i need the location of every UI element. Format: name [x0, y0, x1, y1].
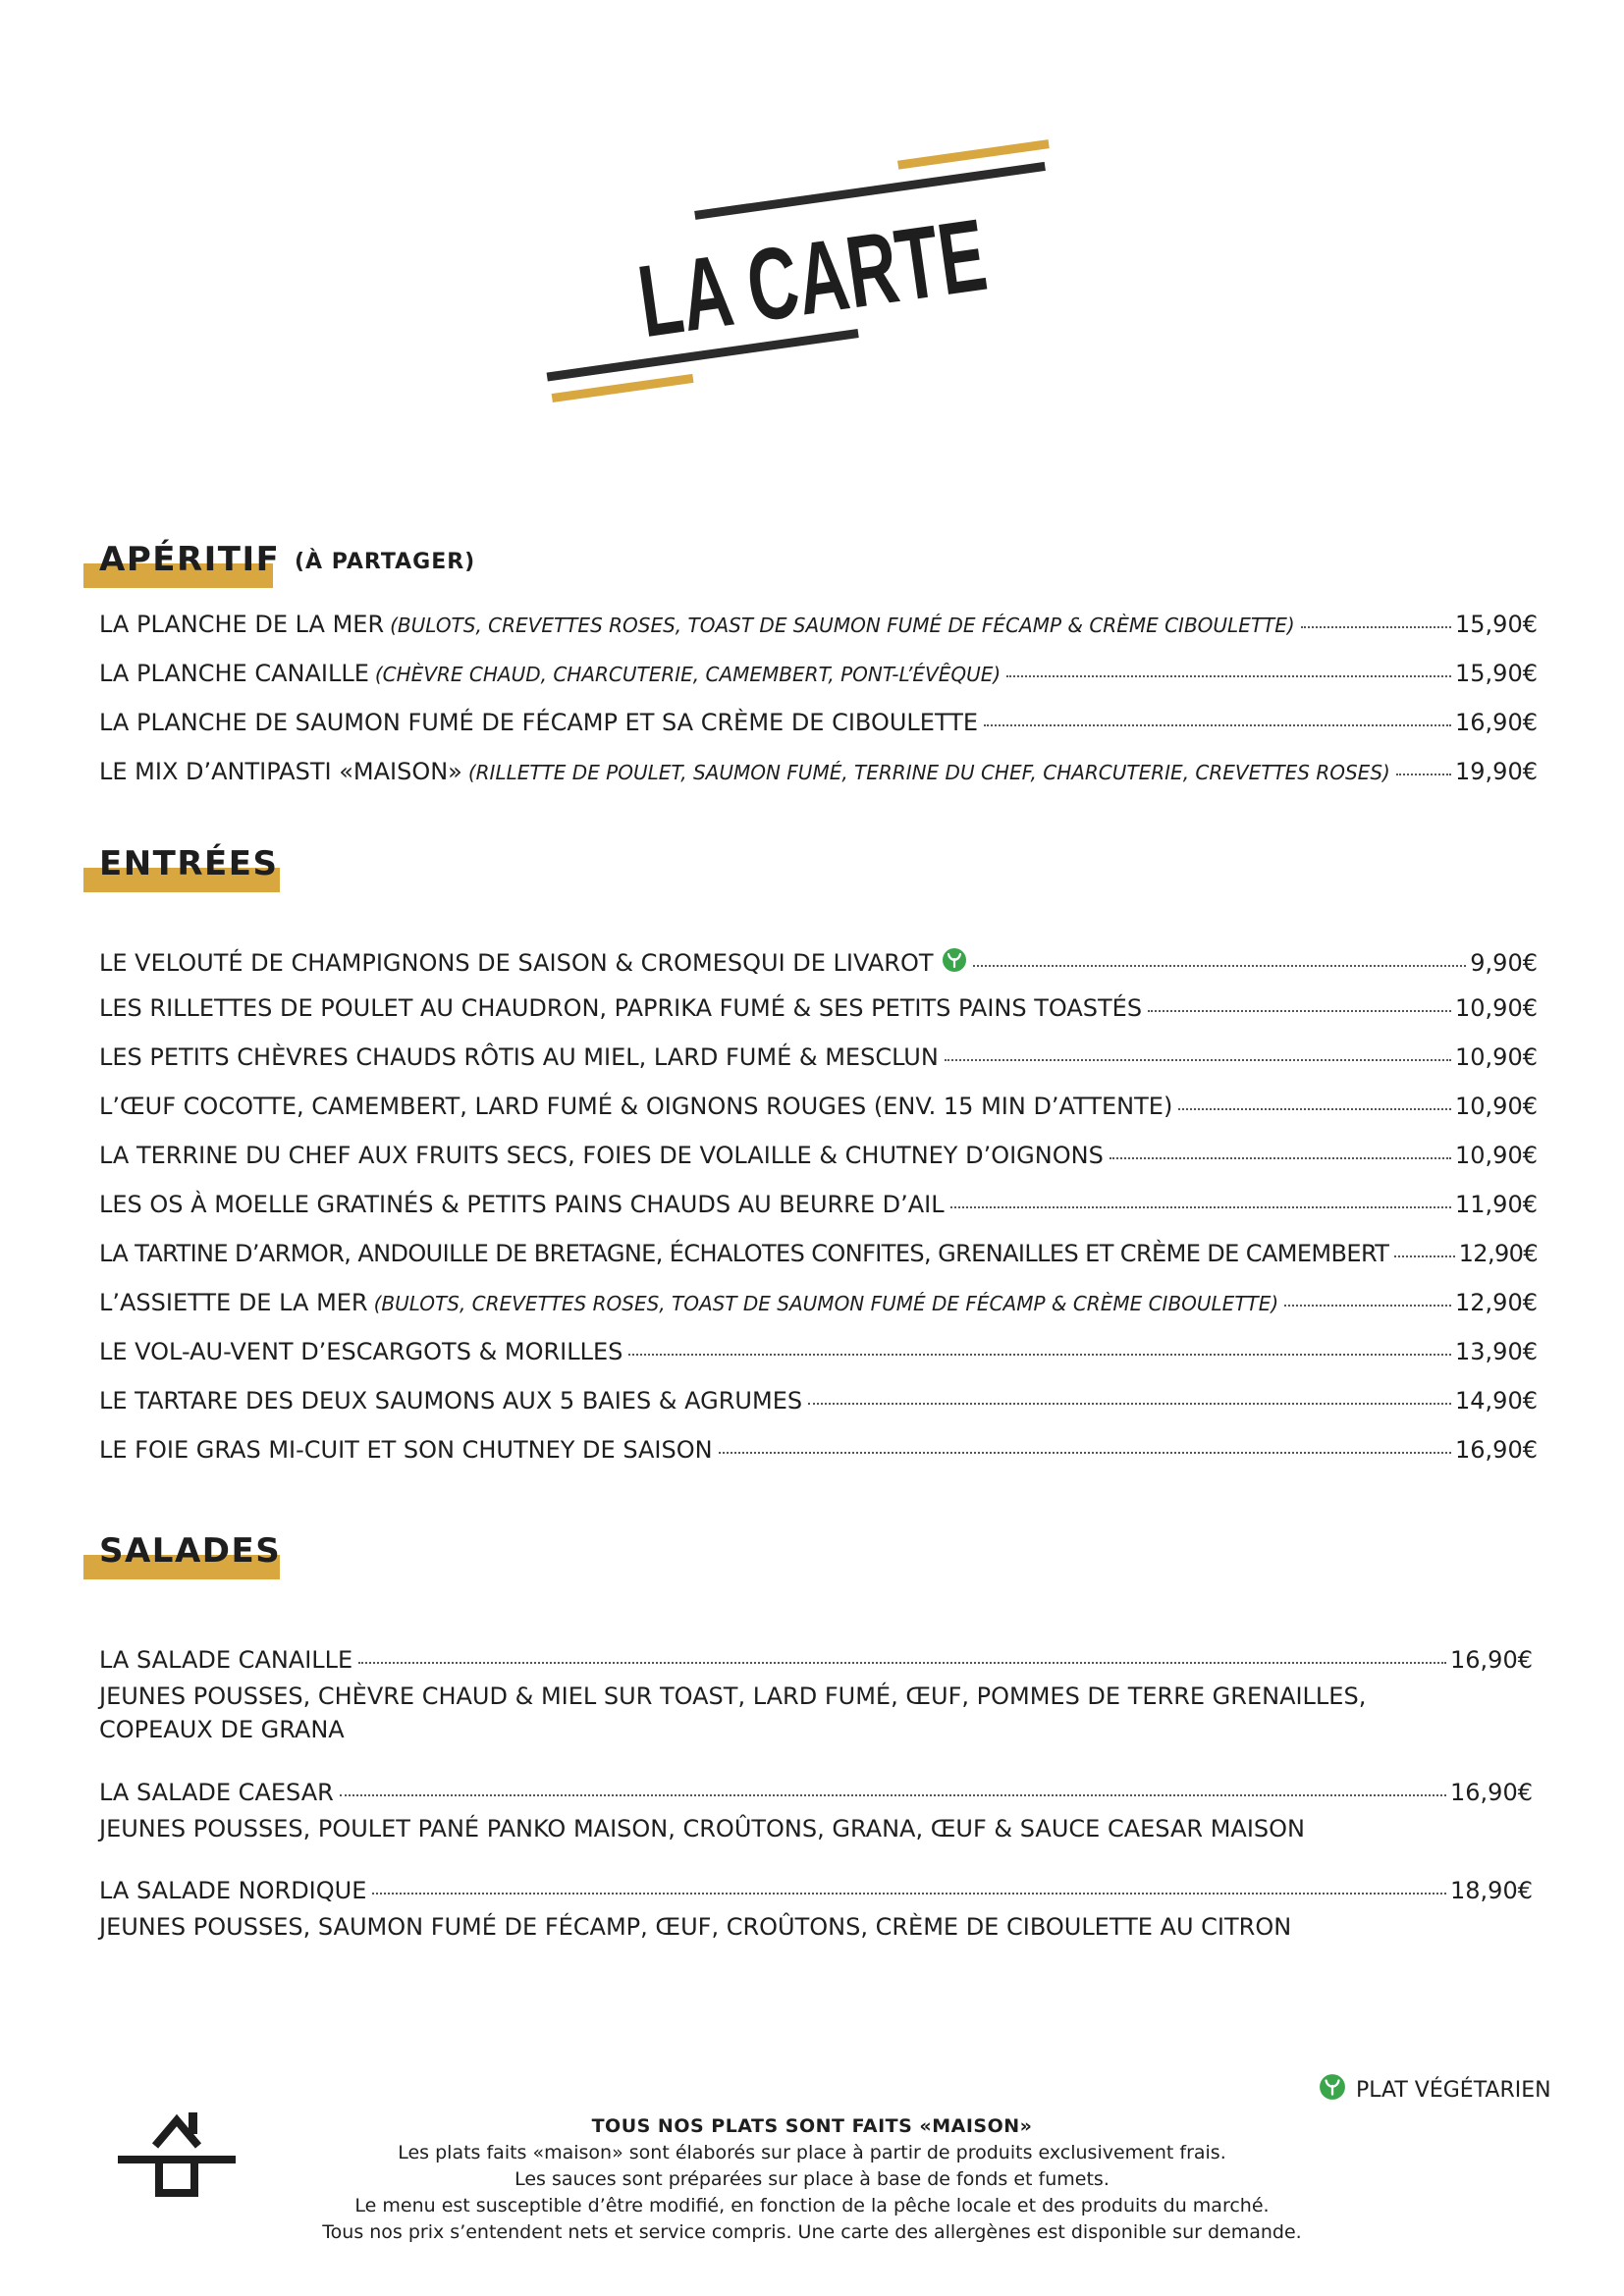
item-desc: (BULOTS, CREVETTES ROSES, TOAST DE SAUMON FUMÉ DE FÉCAMP & CRÈME CIBOULETTE)	[390, 614, 1295, 637]
section-title: ENTRÉES	[99, 844, 279, 883]
item-price: 12,90€	[1458, 1240, 1538, 1267]
item-price: 10,90€	[1455, 1142, 1538, 1169]
item-desc: (BULOTS, CREVETTES ROSES, TOAST DE SAUMON FUMÉ DE FÉCAMP & CRÈME CIBOULETTE)	[373, 1292, 1279, 1315]
footer-line: Les plats faits «maison» sont élaborés sur place à partir de produits exclusivement frais.	[398, 2142, 1226, 2163]
item-name: L’ASSIETTE DE LA MER	[99, 1289, 368, 1316]
item-name: LA SALADE NORDIQUE	[99, 1877, 367, 1904]
item-desc: JEUNES POUSSES, SAUMON FUMÉ DE FÉCAMP, ŒUF, CROÛTONS, CRÈME DE CIBOULETTE AU CITRON	[99, 1913, 1292, 1941]
section-title: APÉRITIF	[99, 540, 281, 579]
item-price: 11,90€	[1455, 1191, 1538, 1218]
dot-leader	[945, 1059, 1451, 1061]
menu-item	[99, 1191, 1538, 1224]
item-desc: (CHÈVRE CHAUD, CHARCUTERIE, CAMEMBERT, PONT-L’ÉVÊQUE)	[374, 663, 1001, 686]
title-dark-bar-top	[694, 162, 1046, 220]
item-name: LA PLANCHE DE SAUMON FUMÉ DE FÉCAMP ET SA CRÈME DE CIBOULETTE	[99, 709, 979, 736]
item-price: 16,90€	[1455, 1436, 1538, 1464]
item-price: 13,90€	[1455, 1338, 1538, 1365]
menu-item	[99, 1779, 1533, 1812]
dot-leader	[1148, 1010, 1451, 1012]
item-price: 10,90€	[1455, 994, 1538, 1022]
vegetarian-legend	[1319, 2073, 1551, 2107]
item-desc: (RILLETTE DE POULET, SAUMON FUMÉ, TERRINE DU CHEF, CHARCUTERIE, CREVETTES ROSES)	[467, 761, 1390, 784]
dot-leader	[950, 1206, 1451, 1208]
section-subtitle: (À PARTAGER)	[295, 550, 476, 574]
dot-leader	[340, 1794, 1446, 1796]
item-price: 9,90€	[1470, 949, 1538, 977]
dot-leader	[1394, 1255, 1454, 1257]
vegetarian-icon	[942, 947, 967, 979]
dot-leader	[808, 1403, 1451, 1405]
menu-item	[99, 1093, 1538, 1126]
item-name: LA SALADE CAESAR	[99, 1779, 334, 1806]
dot-leader	[1396, 774, 1451, 775]
footer-notes	[0, 2113, 1624, 2246]
dot-leader	[984, 724, 1451, 726]
menu-item	[99, 1142, 1538, 1175]
item-name: LA PLANCHE CANAILLE	[99, 660, 369, 687]
menu-item	[99, 945, 1538, 979]
item-price: 15,90€	[1455, 660, 1538, 687]
dot-leader	[372, 1893, 1446, 1895]
item-name: LA PLANCHE DE LA MER	[99, 611, 385, 638]
item-name: LE FOIE GRAS MI-CUIT ET SON CHUTNEY DE SAISON	[99, 1436, 713, 1464]
item-name: LES OS À MOELLE GRATINÉS & PETITS PAINS CHAUDS AU BEURRE D’AIL	[99, 1191, 945, 1218]
item-desc: JEUNES POUSSES, CHÈVRE CHAUD & MIEL SUR TOAST, LARD FUMÉ, ŒUF, POMMES DE TERRE GRENAILLES, COPEAUX DE GRANA	[99, 1682, 1367, 1743]
item-name: LES RILLETTES DE POULET AU CHAUDRON, PAPRIKA FUMÉ & SES PETITS PAINS TOASTÉS	[99, 994, 1143, 1022]
item-price: 19,90€	[1455, 758, 1538, 785]
menu-item	[99, 611, 1538, 644]
item-price: 16,90€	[1450, 1779, 1533, 1806]
item-name: LA TERRINE DU CHEF AUX FRUITS SECS, FOIES DE VOLAILLE & CHUTNEY D’OIGNONS	[99, 1142, 1104, 1169]
footer-heading: TOUS NOS PLATS SONT FAITS «MAISON»	[591, 2115, 1033, 2137]
dot-leader	[628, 1354, 1451, 1356]
vegetarian-icon	[1319, 2073, 1346, 2107]
menu-item	[99, 758, 1538, 791]
menu-item	[99, 1043, 1538, 1077]
item-name: LE VOL-AU-VENT D’ESCARGOTS & MORILLES	[99, 1338, 623, 1365]
menu-item	[99, 1338, 1538, 1371]
footer-line: Le menu est susceptible d’être modifié, en fonction de la pêche locale et des produits du marché.	[354, 2195, 1270, 2216]
dot-leader	[1178, 1108, 1451, 1110]
item-name: LE TARTARE DES DEUX SAUMONS AUX 5 BAIES & AGRUMES	[99, 1387, 803, 1415]
item-name: LA TARTINE D’ARMOR, ANDOUILLE DE BRETAGNE, ÉCHALOTES CONFITES, GRENAILLES ET CRÈME DE CAMEMBERT	[99, 1240, 1389, 1267]
item-price: 10,90€	[1455, 1093, 1538, 1120]
section-title: SALADES	[99, 1531, 282, 1571]
item-name: L’ŒUF COCOTTE, CAMEMBERT, LARD FUMÉ & OIGNONS ROUGES (ENV. 15 MIN D’ATTENTE)	[99, 1093, 1173, 1120]
footer-line: Tous nos prix s’entendent nets et service compris. Une carte des allergènes est disponible sur demande.	[322, 2221, 1302, 2243]
item-name: LE VELOUTÉ DE CHAMPIGNONS DE SAISON & CROMESQUI DE LIVAROT	[99, 949, 934, 977]
dot-leader	[1110, 1157, 1451, 1159]
dot-leader	[1301, 626, 1451, 628]
menu-item	[99, 1387, 1538, 1420]
title-block	[0, 0, 1624, 432]
footer-line: Les sauces sont préparées sur place à base de fonds et fumets.	[514, 2168, 1110, 2190]
dot-leader	[1284, 1305, 1451, 1307]
dot-leader	[719, 1452, 1451, 1454]
dot-leader	[973, 965, 1467, 967]
page-title: LA CARTE	[631, 175, 1156, 360]
title-gold-bar-bottom	[552, 374, 694, 402]
menu-item	[99, 1646, 1533, 1680]
item-desc: JEUNES POUSSES, POULET PANÉ PANKO MAISON, CROÛTONS, GRANA, ŒUF & SAUCE CAESAR MAISON	[99, 1815, 1305, 1842]
menu-item	[99, 709, 1538, 742]
item-price: 14,90€	[1455, 1387, 1538, 1415]
menu-item	[99, 1877, 1533, 1910]
dot-leader	[1006, 675, 1451, 677]
menu-item	[99, 660, 1538, 693]
item-name: LES PETITS CHÈVRES CHAUDS RÔTIS AU MIEL, LARD FUMÉ & MESCLUN	[99, 1043, 939, 1071]
legend-label: PLAT VÉGÉTARIEN	[1356, 2077, 1551, 2103]
menu-item	[99, 1436, 1538, 1469]
item-price: 12,90€	[1455, 1289, 1538, 1316]
item-price: 18,90€	[1450, 1877, 1533, 1904]
title-logo	[530, 147, 1156, 412]
item-name: LE MIX D’ANTIPASTI «MAISON»	[99, 758, 462, 785]
dot-leader	[358, 1662, 1446, 1664]
item-price: 16,90€	[1455, 709, 1538, 736]
item-price: 15,90€	[1455, 611, 1538, 638]
item-price: 10,90€	[1455, 1043, 1538, 1071]
item-name: LA SALADE CANAILLE	[99, 1646, 353, 1674]
menu-item	[99, 1240, 1538, 1273]
menu-item	[99, 994, 1538, 1028]
menu-item	[99, 1289, 1538, 1322]
item-price: 16,90€	[1450, 1646, 1533, 1674]
